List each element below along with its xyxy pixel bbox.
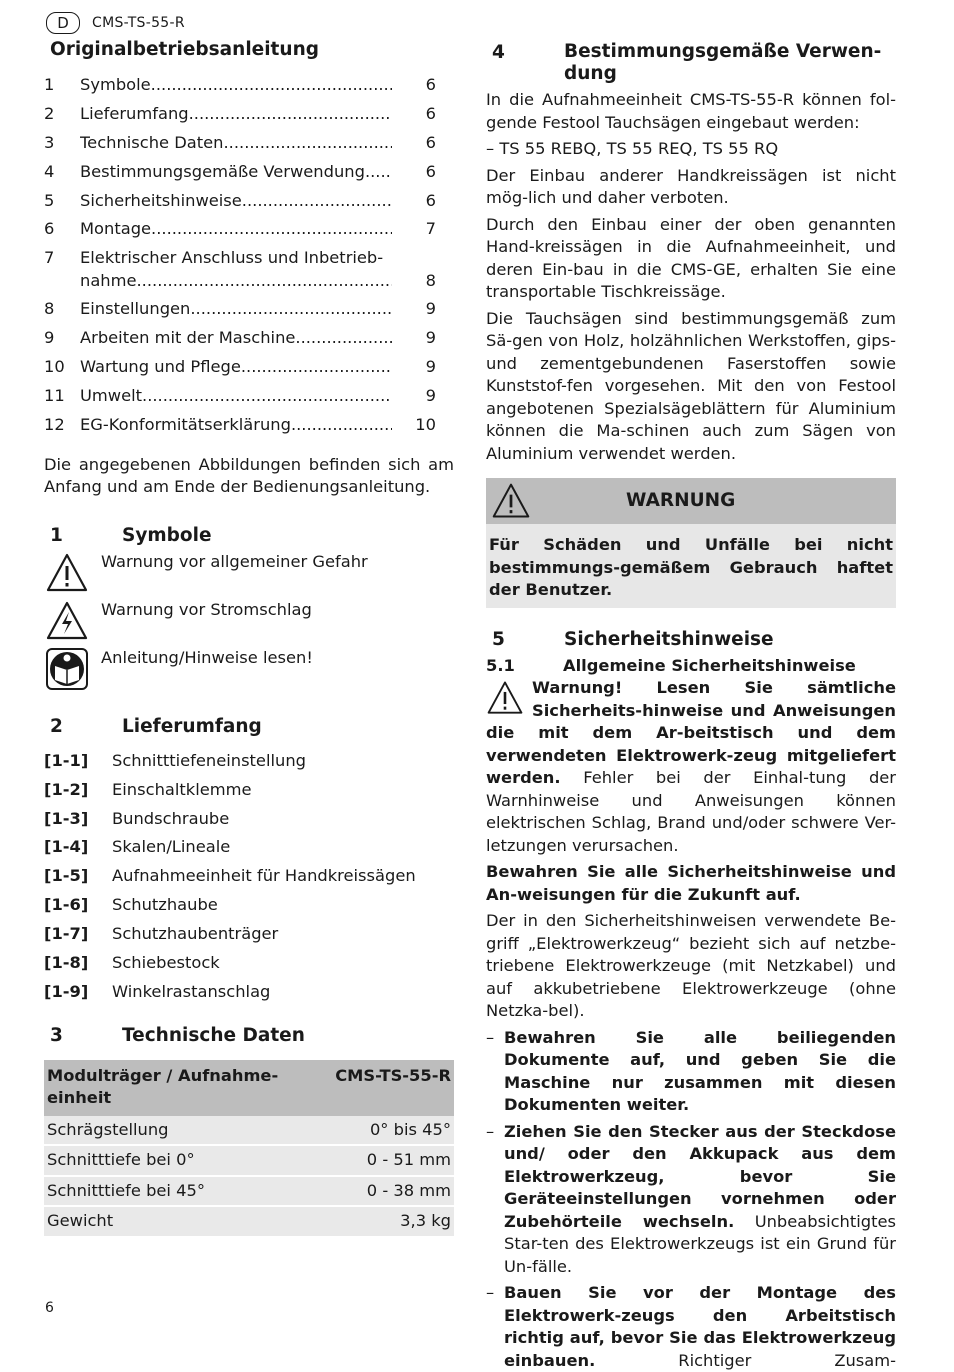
toc-title: EG-Konformitätserklärung <box>80 414 291 434</box>
symbol-row <box>44 551 454 595</box>
toc-title: Montage <box>80 219 152 239</box>
toc-row[interactable]: 5 Sicherheitshinweise ..... 6 <box>44 190 454 219</box>
table-row: Schnitttiefe bei 45° 0 - 38 mm <box>44 1176 454 1207</box>
paragraph: Die Tauchsägen sind bestimmungsgemäß zum Sä-gen von Holz, holzähnlichen Werkstoffen, gips- und zementgebundenen Faserstoffen sowie Kunststof-fen vorgesehen. Mit den von Festool angebotenen Spezialsägeblättern für Aluminium können die Ma-schinen auch zum Sägen von Aluminium verwendet werden. <box>486 308 896 463</box>
table-header-value: CMS-TS-55-R <box>300 1060 454 1116</box>
language-badge: D <box>46 12 80 34</box>
left-column <box>44 38 454 1238</box>
toc-title: Umwelt <box>80 386 143 406</box>
symbol-label: Warnung vor Stromschlag <box>101 599 312 619</box>
list-item: [1-2] Einschaltklemme <box>44 779 252 799</box>
symbol-label: Warnung vor allgemeiner Gefahr <box>101 551 368 571</box>
paragraph: Der Einbau anderer Handkreissägen ist nicht mög-lich und daher verboten. <box>486 165 896 207</box>
read-manual-icon <box>45 647 89 691</box>
toc-title: Bestimmungsgemäße Verwendung <box>80 161 365 181</box>
table-header-row <box>44 1060 454 1116</box>
toc-title: Arbeiten mit der Maschine <box>80 328 296 348</box>
toc-title: Einstellungen <box>80 299 191 319</box>
right-column <box>486 41 896 1372</box>
toc-row[interactable]: 10 Wartung und Pflege ..... 9 <box>44 356 454 385</box>
list-item: [1-4] Skalen/Lineale <box>44 837 231 857</box>
page-header <box>46 12 185 35</box>
section-heading-lieferumfang: 2 Lieferumfang <box>50 715 262 737</box>
document-title: Originalbetriebsanleitung <box>50 39 319 60</box>
warning-header <box>486 478 896 524</box>
symbol-label: Anleitung/Hinweise lesen! <box>101 647 313 667</box>
keep-instructions: Bewahren Sie alle Sicherheitshinweise und An-weisungen für die Zukunft auf. <box>486 862 896 904</box>
section-heading-sicherheitshinweise: 5 Sicherheitshinweise <box>492 628 774 650</box>
section-heading-symbole: 1 Symbole <box>50 524 212 546</box>
list-item: [1-5] Aufnahmeeinheit für Handkreissägen <box>44 866 416 886</box>
term-definition: Der in den Sicherheitshinweisen verwendete Be-griff „Elektrowerkzeug“ bezieht sich auf netzbe-triebene Elektrowerkzeuge (mit Netzkabel) und auf akkubetriebene Elektrowerkzeuge (ohne Netzka-bel). <box>486 911 896 1020</box>
symbol-row <box>44 599 454 643</box>
subsection-heading: 5.1 Allgemeine Sicherheitshinweise <box>486 655 856 675</box>
intro-note: Die angegebenen Abbildungen befinden sich am Anfang und am Ende der Bedienungsanleitung. <box>44 454 454 497</box>
table-of-contents <box>44 74 454 443</box>
symbol-row <box>44 647 454 691</box>
page-number: 6 <box>45 1300 54 1316</box>
toc-row[interactable]: 12 EG-Konformitätserklärung ..... 10 <box>44 414 454 443</box>
general-warning <box>486 677 896 857</box>
toc-title: Wartung und Pflege <box>80 357 241 377</box>
toc-row[interactable]: 1 Symbole ..... 6 <box>44 74 454 103</box>
toc-row[interactable]: 4 Bestimmungsgemäße Verwendung ..... 6 <box>44 161 454 190</box>
safety-bullet: – Bauen Sie vor der Montage des Elektrowerk-zeugs den Arbeitstisch richtig auf, bevor Sie das Elektrowerkzeug einbauen. Richtiger Zusam- <box>486 1283 896 1370</box>
safety-bullet: – Ziehen Sie den Stecker aus der Steckdose und/ oder den Akkupack aus dem Elektrowerkzeug, bevor Sie Geräteeinstellungen vornehmen oder Zubehörteile wechseln. Unbeabsichtigtes Star-ten des Elektrowerkzeugs ist ein Grund für Un-fälle. <box>486 1121 896 1276</box>
toc-title: Lieferumfang <box>80 103 189 123</box>
section-heading-technische-daten: 3 Technische Daten <box>50 1024 305 1046</box>
toc-row[interactable]: 9 Arbeiten mit der Maschine ..... 9 <box>44 327 454 356</box>
scope-list <box>44 750 454 1010</box>
toc-row[interactable]: 7 Elektrischer Anschluss und Inbetrieb- nahme ..... 8 <box>44 247 454 298</box>
warning-triangle-icon <box>486 679 524 717</box>
list-item: [1-8] Schiebestock <box>44 953 220 973</box>
toc-title: Elektrischer Anschluss und Inbetrieb- <box>80 248 384 268</box>
toc-row[interactable]: 3 Technische Daten ..... 6 <box>44 132 454 161</box>
warning-box <box>486 478 896 608</box>
toc-title-continued: nahme <box>80 270 137 290</box>
table-row: Schrägstellung 0° bis 45° <box>44 1116 454 1146</box>
table-header-label: Modulträger / Aufnahme-einheit <box>44 1060 300 1116</box>
warning-triangle-icon <box>45 551 89 595</box>
warning-triangle-icon <box>491 481 531 521</box>
warning-text: Für Schäden und Unfälle bei nicht bestimmungs-gemäßem Gebrauch haftet der Benutzer. <box>489 535 893 599</box>
paragraph: In die Aufnahmeeinheit CMS-TS-55-R können fol-gende Festool Tauchsägen eingebaut werden: <box>486 90 896 132</box>
section-heading-bestimmungsgemaesse-verwendung: 4 Bestimmungsgemäße Verwen-dung <box>492 41 882 84</box>
general-warning-text: Warnung! Lesen Sie sämtliche Sicherheits-hinweise und Anweisungen die mit dem Ar-beitstisch und dem verwendeten Elektrowerk-zeug mitgeliefert werden. Fehler bei der Einhal-tung der Warnhinweise und Anweisungen können elektrischen Schlag, Brand und/oder schwere Ver-letzungen verursachen. <box>486 678 896 855</box>
list-item: [1-9] Winkelrastanschlag <box>44 981 271 1001</box>
safety-bullet: – Bewahren Sie alle beiliegenden Dokumente auf, und geben Sie die Maschine nur zusammen mit diesen Dokumenten weiter. <box>486 1027 896 1114</box>
toc-row[interactable]: 11 Umwelt ..... 9 <box>44 385 454 414</box>
list-item: [1-1] Schnitttiefeneinstellung <box>44 750 306 770</box>
toc-title: Sicherheitshinweise <box>80 190 242 210</box>
table-row: Gewicht 3,3 kg <box>44 1206 454 1237</box>
list-item: [1-7] Schutzhaubenträger <box>44 924 279 944</box>
document-code: CMS-TS-55-R <box>92 15 185 31</box>
tech-data-table <box>44 1060 454 1238</box>
electric-shock-icon <box>45 599 89 643</box>
toc-row[interactable]: 2 Lieferumfang ..... 6 <box>44 103 454 132</box>
list-item: [1-6] Schutzhaube <box>44 895 218 915</box>
warning-title: WARNUNG <box>626 489 736 511</box>
model-list: – TS 55 REBQ, TS 55 REQ, TS 55 RQ <box>486 139 779 158</box>
list-item: [1-3] Bundschraube <box>44 808 230 828</box>
toc-row[interactable]: 8 Einstellungen ..... 9 <box>44 298 454 327</box>
paragraph: Durch den Einbau einer der oben genannten Hand-kreissägen in die Aufnahmeeinheit, und deren Ein-bau in die CMS-GE, erhalten Sie eine transportable Tischkreissäge. <box>486 214 896 301</box>
toc-title: Symbole <box>80 75 151 94</box>
toc-title: Technische Daten <box>80 132 224 152</box>
table-row: Schnitttiefe bei 0° 0 - 51 mm <box>44 1145 454 1176</box>
toc-row[interactable]: 6 Montage ..... 7 <box>44 218 454 247</box>
